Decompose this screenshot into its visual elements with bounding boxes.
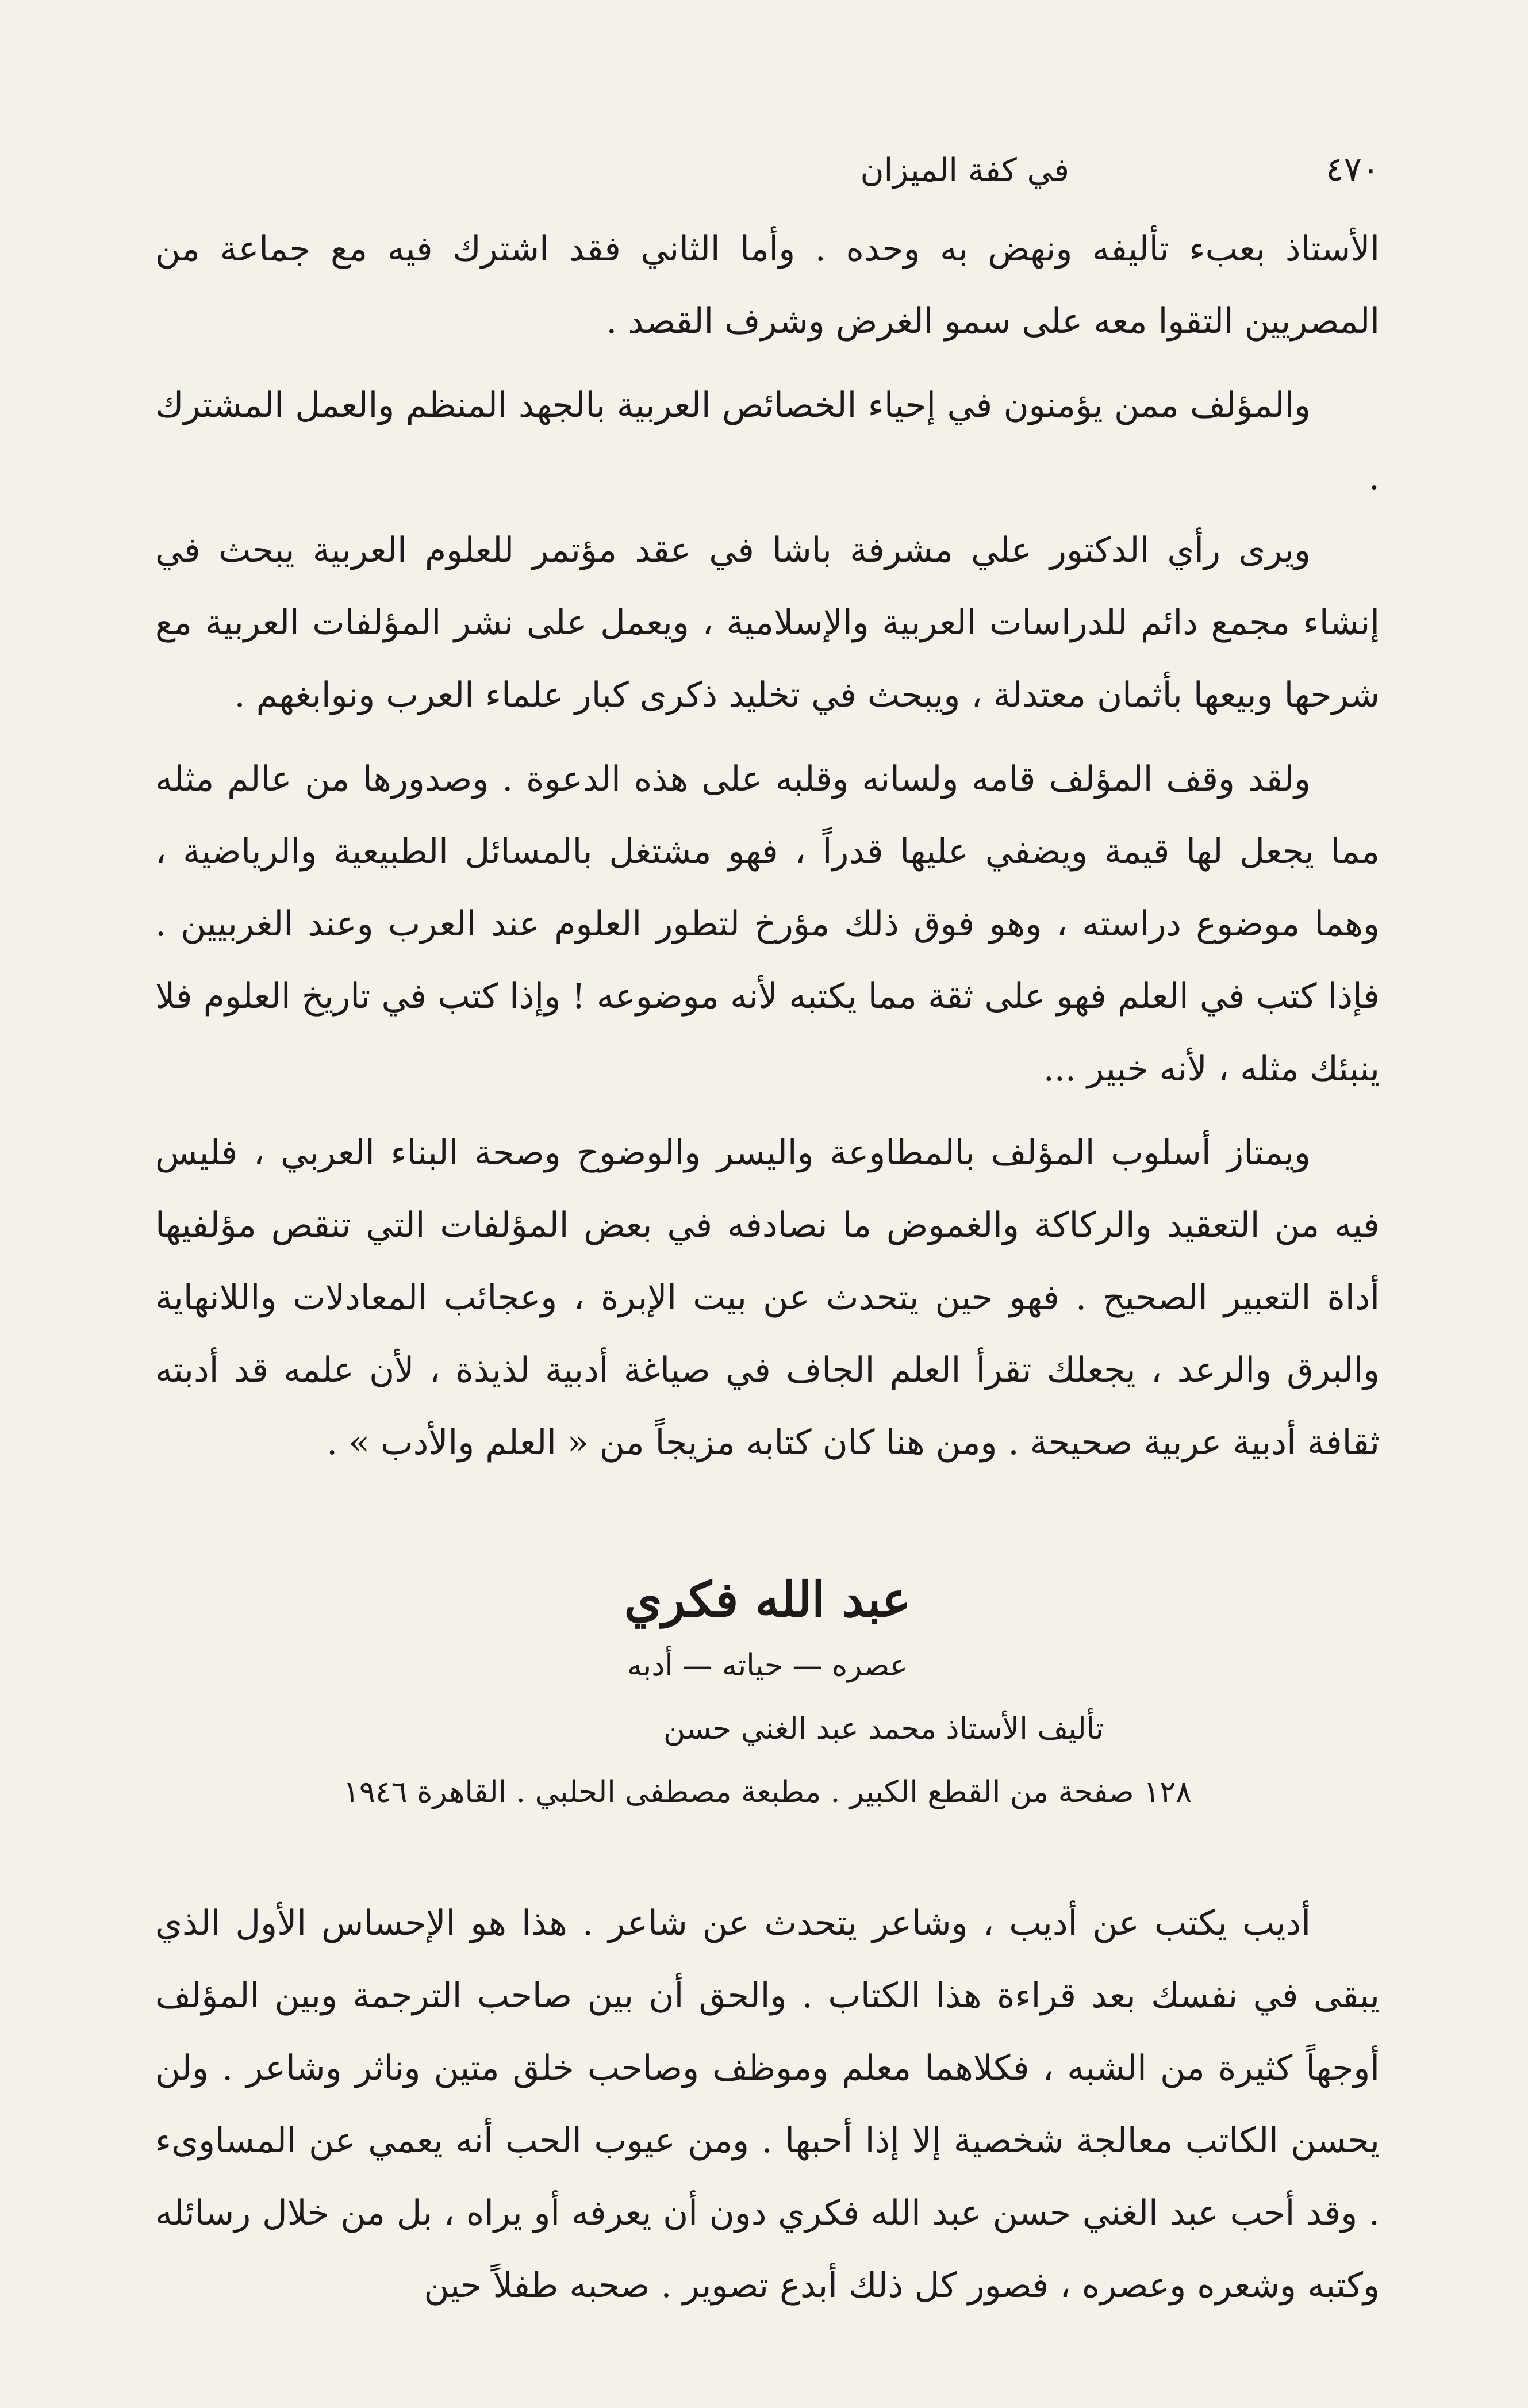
book-author: تأليف الأستاذ محمد عبد الغني حسن (663, 1712, 1104, 1746)
running-title: في كفة الميزان (860, 152, 1069, 189)
paragraph-conference: ويرى رأي الدكتور علي مشرفة باشا في عقد مؤتمر للعلوم العربية يبحث في إنشاء مجمع دائم للدراسات العربية والإسلامية ، ويعمل على نشر المؤلفات العربية مع شرحها وبيعها بأثمان معتدلة ، ويبحث في تخليد ذكرى كبار علماء العرب ونوابغهم . (155, 530, 1380, 715)
book-subtitle: عصره — حياته — أدبه (627, 1648, 908, 1683)
running-header (155, 149, 1380, 213)
paragraph-continuation: الأستاذ بعبء تأليفه ونهض به وحده . وأما الثاني فقد اشترك فيه مع جماعة من المصريين التقوا معه على سمو الغرض وشرف القصد . (155, 229, 1380, 342)
book-page (155, 149, 1380, 2369)
book-review-heading (155, 1565, 1380, 1824)
paragraph-review: أديب يكتب عن أديب ، وشاعر يتحدث عن شاعر . هذا هو الإحساس الأول الذي يبقى في نفسك بعد قراءة هذا الكتاب . والحق أن بين صاحب الترجمة وبين المؤلف أوجهاً كثيرة من الشبه ، فكلاهما معلم وموظف وصاحب خلق متين وناثر وشاعر . ولن يحسن الكاتب معالجة شخصية إلا إذا أحبها . ومن عيوب الحب أنه يعمي عن المساوىء . وقد أحب عبد الغني حسن عبد الله فكري دون أن يعرفه أو يراه ، بل من خلال رسائله وكتبه وشعره وعصره ، فصور كل ذلك أبدع تصوير . صحبه طفلاً حين (155, 1903, 1380, 2306)
page-number: ٤٧٠ (1326, 149, 1380, 189)
paragraph-dedication: ولقد وقف المؤلف قامه ولسانه وقلبه على هذه الدعوة . وصدورها من عالم مثله مما يجعل لها قيمة ويضفي عليها قدراً ، فهو مشتغل بالمسائل الطبيعية والرياضية ، وهما موضوع دراسته ، وهو فوق ذلك مؤرخ لتطور العلوم عند العرب وعند الغربيين . فإذا كتب في العلم فهو على ثقة مما يكتبه لأنه موضوعه ! وإذا كتب في تاريخ العلوم فلا ينبئك مثله ، لأنه خبير ... (155, 759, 1380, 1089)
book-title: عبد الله فكري (624, 1571, 911, 1628)
paragraph-author-belief: والمؤلف ممن يؤمنون في إحياء الخصائص العربية بالجهد المنظم والعمل المشترك . (155, 385, 1380, 498)
paragraph-style: ويمتاز أسلوب المؤلف بالمطاوعة واليسر والوضوح وصحة البناء العربي ، فليس فيه من التعقيد والركاكة والغموض ما نصادفه في بعض المؤلفات التي تنقص مؤلفيها أداة التعبير الصحيح . فهو حين يتحدث عن بيت الإبرة ، وعجائب المعادلات واللانهاية والبرق والرعد ، يجعلك تقرأ العلم الجاف في صياغة أدبية لذيذة ، لأن علمه قد أدبته ثقافة أدبية عربية صحيحة . ومن هنا كان كتابه مزيجاً من « العلم والأدب » . (155, 1133, 1380, 1463)
book-publication: ١٢٨ صفحة من القطع الكبير . مطبعة مصطفى الحلبي . القاهرة ١٩٤٦ (343, 1775, 1192, 1809)
